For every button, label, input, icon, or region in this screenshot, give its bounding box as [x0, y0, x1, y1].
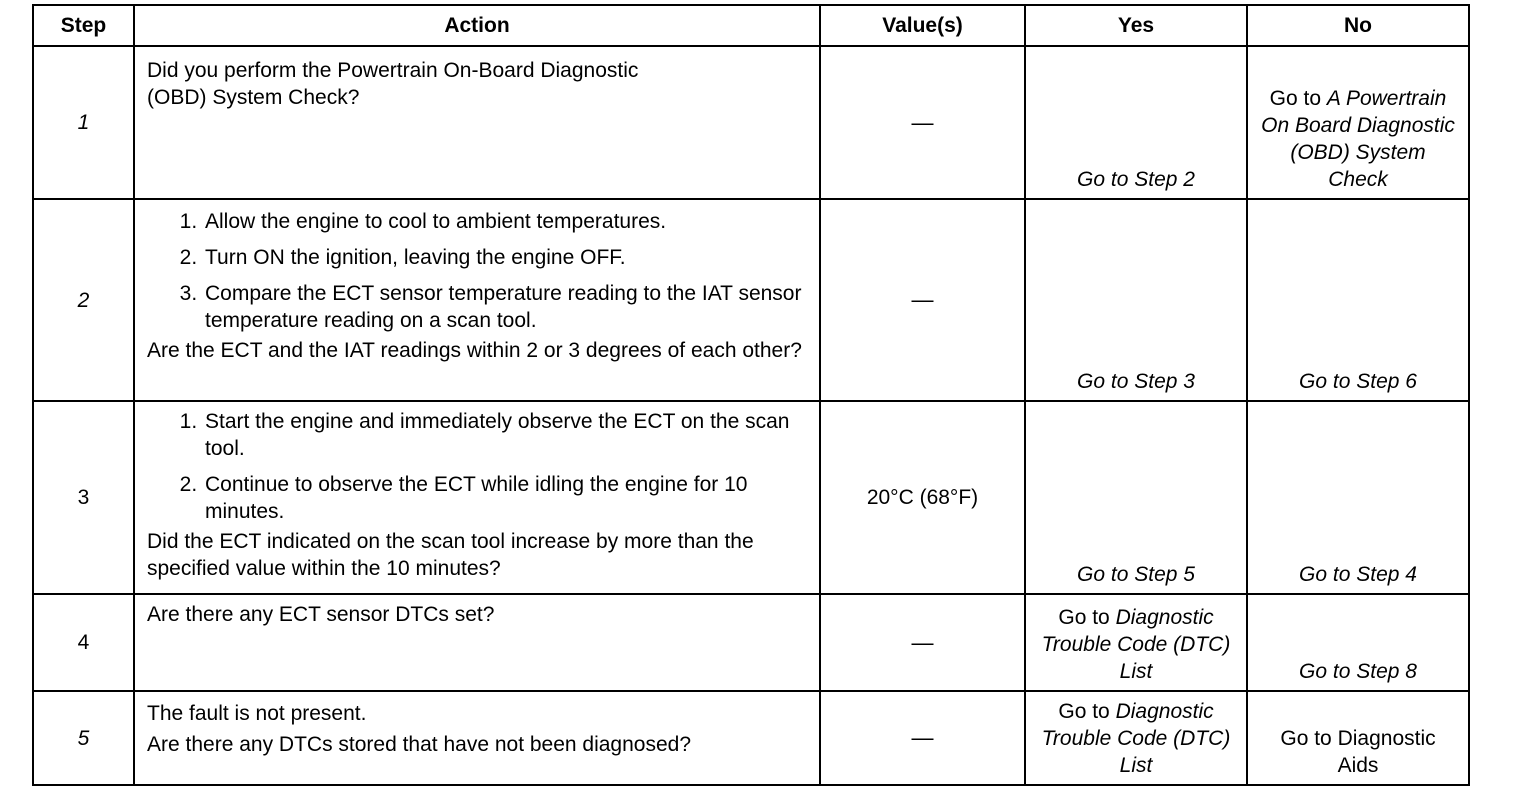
table-row-step-5 — [33, 691, 1469, 785]
action-item: 2. Continue to observe the ECT while idling the engine for 10 minutes. — [203, 471, 809, 525]
no-action[interactable]: Go to Step 8 — [1247, 594, 1469, 691]
action-question: Are there any DTCs stored that have not been diagnosed? — [147, 733, 692, 756]
step-number: 2 — [33, 199, 134, 401]
value-dash: — — [911, 109, 934, 135]
action-text: Are there any ECT sensor DTCs set? — [147, 603, 495, 626]
yes-link-dtc-list[interactable]: Diagnostic Trouble Code (DTC) List — [1041, 700, 1231, 777]
no-action[interactable]: Go to Step 4 — [1247, 401, 1469, 594]
action-text: Did you perform the Powertrain On-Board Diagnostic (OBD) System Check? — [147, 59, 639, 109]
no-action[interactable] — [1247, 46, 1469, 199]
value-cell — [820, 691, 1025, 785]
action-item: 1. Allow the engine to cool to ambient temperatures. — [203, 208, 809, 235]
yes-action[interactable]: Go to Step 3 — [1025, 199, 1247, 401]
table-row-step-2 — [33, 199, 1469, 401]
step-number: 4 — [33, 594, 134, 691]
yes-action[interactable] — [1025, 594, 1247, 691]
step-number: 1 — [33, 46, 134, 199]
action-question: Are the ECT and the IAT readings within 2 or 3 degrees of each other? — [147, 339, 802, 362]
action-text: The fault is not present. — [147, 702, 367, 725]
header-step: Step — [33, 5, 134, 46]
action-list — [147, 408, 809, 525]
value-cell — [820, 46, 1025, 199]
table-row-step-3 — [33, 401, 1469, 594]
action-question: Did the ECT indicated on the scan tool increase by more than the specified value within the 10 minutes? — [147, 530, 754, 580]
action-list — [147, 208, 809, 334]
yes-action[interactable]: Go to Step 5 — [1025, 401, 1247, 594]
value-dash: — — [911, 725, 934, 750]
action-cell — [134, 401, 820, 594]
yes-prefix: Go to — [1058, 606, 1110, 629]
header-values: Value(s) — [820, 5, 1025, 46]
no-action[interactable]: Go to Diagnostic Aids — [1247, 691, 1469, 785]
action-item: 2. Turn ON the ignition, leaving the engine OFF. — [203, 244, 809, 271]
action-cell — [134, 199, 820, 401]
step-number: 5 — [33, 691, 134, 785]
no-prefix: Go to — [1269, 87, 1322, 110]
yes-action[interactable] — [1025, 691, 1247, 785]
action-item: 3. Compare the ECT sensor temperature reading to the IAT sensor temperature reading on a scan tool. — [203, 280, 809, 334]
no-action[interactable]: Go to Step 6 — [1247, 199, 1469, 401]
yes-prefix: Go to — [1058, 700, 1110, 723]
value-cell: 20°C (68°F) — [820, 401, 1025, 594]
value-dash: — — [911, 629, 934, 655]
action-cell — [134, 594, 820, 691]
action-cell — [134, 691, 820, 785]
table-row-step-4 — [33, 594, 1469, 691]
step-number: 3 — [33, 401, 134, 594]
table-row-step-1 — [33, 46, 1469, 199]
header-action: Action — [134, 5, 820, 46]
header-row — [33, 5, 1469, 46]
value-cell — [820, 594, 1025, 691]
header-no: No — [1247, 5, 1469, 46]
action-item: 1. Start the engine and immediately observe the ECT on the scan tool. — [203, 408, 809, 462]
action-cell — [134, 46, 820, 199]
value-dash: — — [911, 287, 934, 312]
diagnostic-table — [32, 4, 1470, 786]
no-link-obd-check[interactable]: A Powertrain On Board Diagnostic (OBD) System Check — [1261, 87, 1455, 191]
yes-action[interactable]: Go to Step 2 — [1025, 46, 1247, 199]
header-yes: Yes — [1025, 5, 1247, 46]
value-cell — [820, 199, 1025, 401]
yes-link-dtc-list[interactable]: Diagnostic Trouble Code (DTC) List — [1041, 606, 1231, 683]
